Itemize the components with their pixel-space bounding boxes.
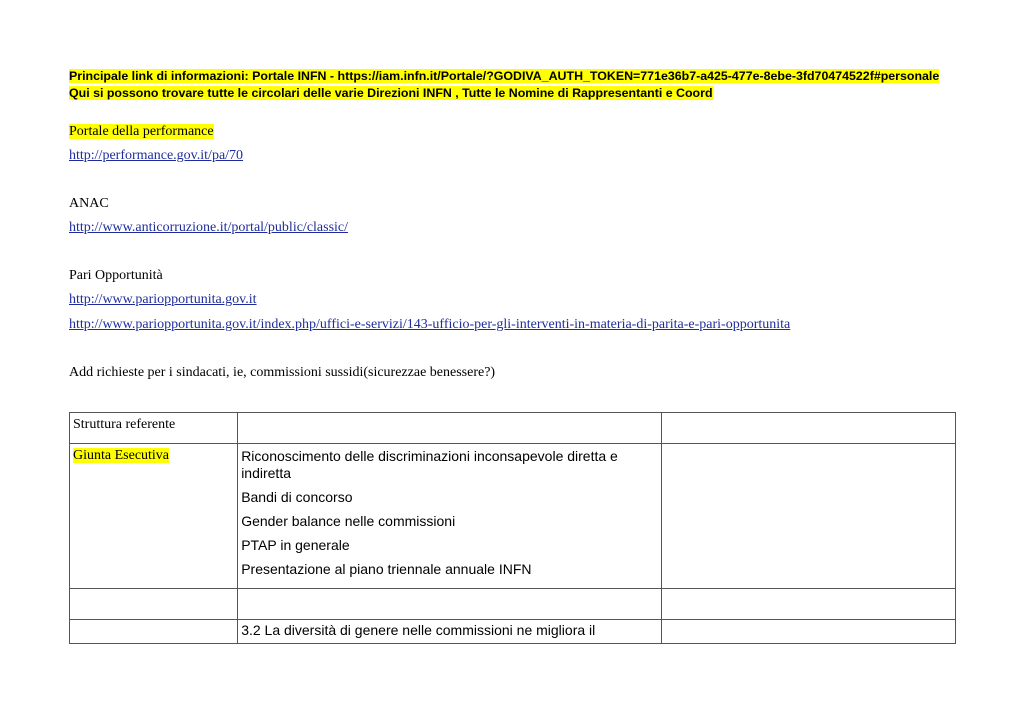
anac-link[interactable]: http://www.anticorruzione.it/portal/public/classic/	[69, 220, 349, 235]
list-item: Gender balance nelle commissioni	[241, 513, 456, 529]
list-item: Bandi di concorso	[241, 489, 353, 505]
add-note: Add richieste per i sindacati, ie, commissioni sussidi(sicurezzae benessere?)	[69, 365, 496, 380]
table-cell	[661, 589, 955, 620]
pari-link-line-2	[69, 317, 790, 333]
row-label-giunta: Giunta Esecutiva	[73, 448, 170, 463]
list-item: PTAP in generale	[241, 537, 350, 553]
table-cell	[661, 444, 955, 589]
pari-title: Pari Opportunità	[69, 268, 163, 283]
intro-paragraph	[69, 68, 949, 101]
row3-cell	[238, 620, 661, 644]
performance-title-text: Portale della performance	[69, 124, 214, 139]
header-cell	[70, 413, 238, 444]
header-label: Struttura referente	[73, 417, 176, 432]
struttura-table	[69, 412, 956, 644]
pari-link-1[interactable]: http://www.pariopportunita.gov.it	[69, 292, 257, 307]
row-label-cell	[70, 444, 238, 589]
performance-link[interactable]: http://performance.gov.it/pa/70	[69, 148, 244, 163]
table-cell	[661, 620, 955, 644]
table-row	[70, 413, 956, 444]
pari-link-2[interactable]: http://www.pariopportunita.gov.it/index.php/uffici-e-servizi/143-ufficio-per-gli-interventi-in-materia-di-parita-e-pari-opportunita	[69, 317, 791, 332]
table-cell	[661, 413, 955, 444]
table-row	[70, 620, 956, 644]
performance-title	[69, 124, 214, 140]
pari-link-line-1	[69, 292, 257, 308]
table-cell	[70, 620, 238, 644]
table-cell	[238, 589, 661, 620]
table-cell	[238, 413, 661, 444]
table-row	[70, 589, 956, 620]
items-cell	[238, 444, 661, 589]
row3-text: 3.2 La diversità di genere nelle commissioni ne migliora il	[241, 622, 596, 638]
list-item: Riconoscimento delle discriminazioni inconsapevole diretta e indiretta	[241, 448, 618, 481]
anac-link-line	[69, 220, 348, 236]
list-item: Presentazione al piano triennale annuale INFN	[241, 561, 532, 577]
table-cell	[70, 589, 238, 620]
intro-text: Principale link di informazioni: Portale INFN - https://iam.infn.it/Portale/?GODIVA_AUTH_TOKEN=771e36b7-a425-477e-8ebe-3fd70474522f#personale Qui si possono trovare tutte le circolari delle varie Direzioni INFN , Tutte le Nomine di Rappresentanti e Coord	[69, 69, 940, 100]
performance-link-line	[69, 148, 243, 164]
table-row	[70, 444, 956, 589]
anac-title: ANAC	[69, 196, 109, 211]
